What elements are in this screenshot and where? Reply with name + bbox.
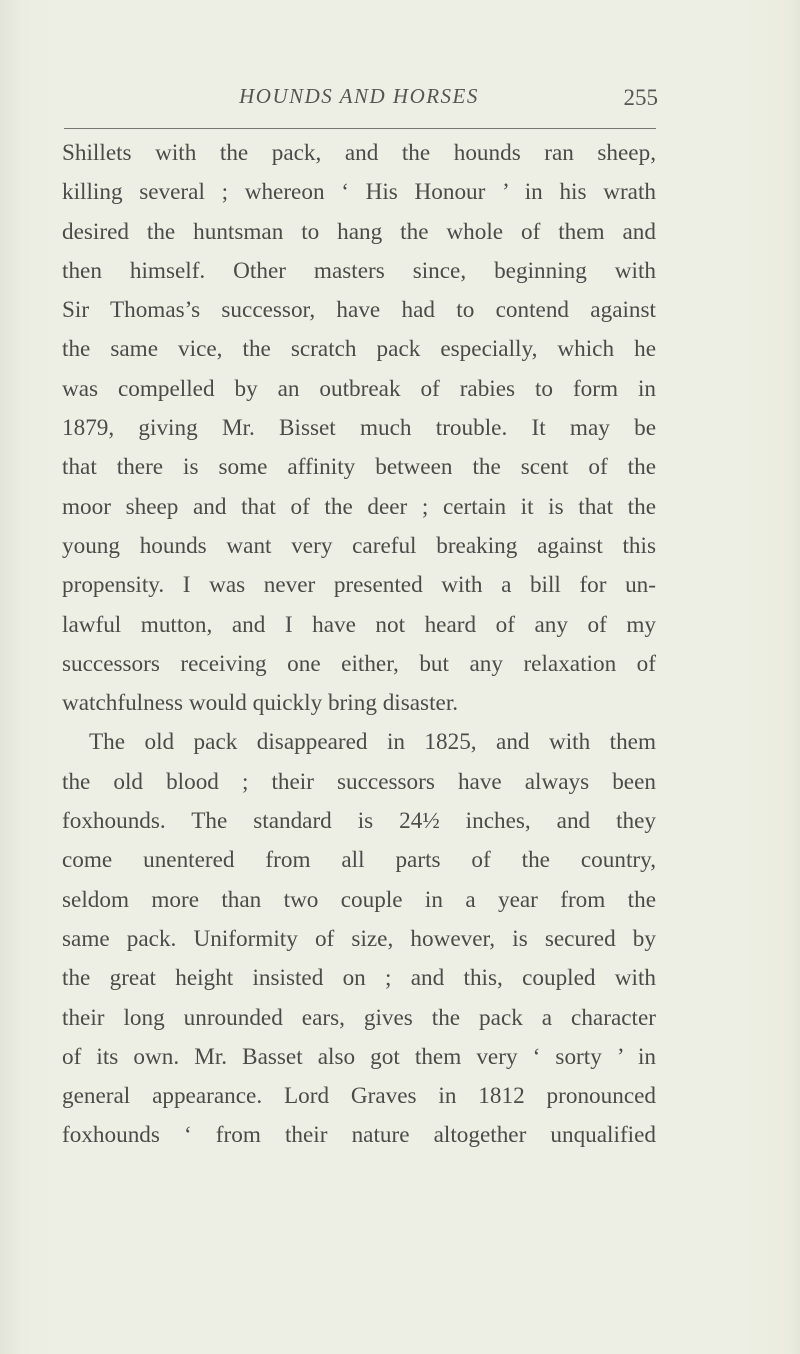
text-line: the great height insisted on ; and this, coupled with [62,965,656,992]
text-line: the same vice, the scratch pack especially, which he [62,336,656,363]
text-line: their long unrounded ears, gives the pack a character [62,1004,656,1031]
text-line: then himself. Other masters since, beginning with [62,257,656,284]
text-line: seldom more than two couple in a year from the [62,886,656,913]
text-line: propensity. I was never presented with a bill for un- [62,572,656,599]
text-line: young hounds want very careful breaking against this [62,532,656,559]
text-line: general appearance. Lord Graves in 1812 pronounced [62,1083,656,1110]
text-line: foxhounds ‘ from their nature altogether unqualified [62,1122,656,1149]
body-text [62,134,656,1156]
text-line: 1879, giving Mr. Bisset much trouble. It may be [62,415,656,442]
running-head-title: HOUNDS AND HORSES [239,84,479,108]
text-line: moor sheep and that of the deer ; certain it is that the [62,493,656,520]
text-line: foxhounds. The standard is 24½ inches, and they [62,808,656,835]
text-line: successors receiving one either, but any relaxation of [62,650,656,677]
text-line: desired the huntsman to hang the whole of them and [62,218,656,245]
text-line: Shillets with the pack, and the hounds ran sheep, [62,140,656,166]
text-line: that there is some affinity between the scent of the [62,454,656,481]
text-line: was compelled by an outbreak of rabies to form in [62,375,656,402]
text-line: Sir Thomas’s successor, have had to contend against [62,297,656,324]
text-line: watchfulness would quickly bring disaster. [62,690,459,717]
running-head [64,84,658,124]
text-line: killing several ; whereon ‘ His Honour ’ in his wrath [62,179,656,206]
text-line: of its own. Mr. Basset also got them very ‘ sorty ’ in [62,1043,656,1070]
text-line: same pack. Uniformity of size, however, is secured by [62,925,656,952]
text-line: lawful mutton, and I have not heard of any of my [62,611,656,638]
text-line: The old pack disappeared in 1825, and with them [89,729,656,756]
text-line: come unentered from all parts of the country, [62,847,656,874]
header-rule [64,128,656,129]
text-line: the old blood ; their successors have always been [62,768,656,795]
page-number: 255 [623,85,658,110]
